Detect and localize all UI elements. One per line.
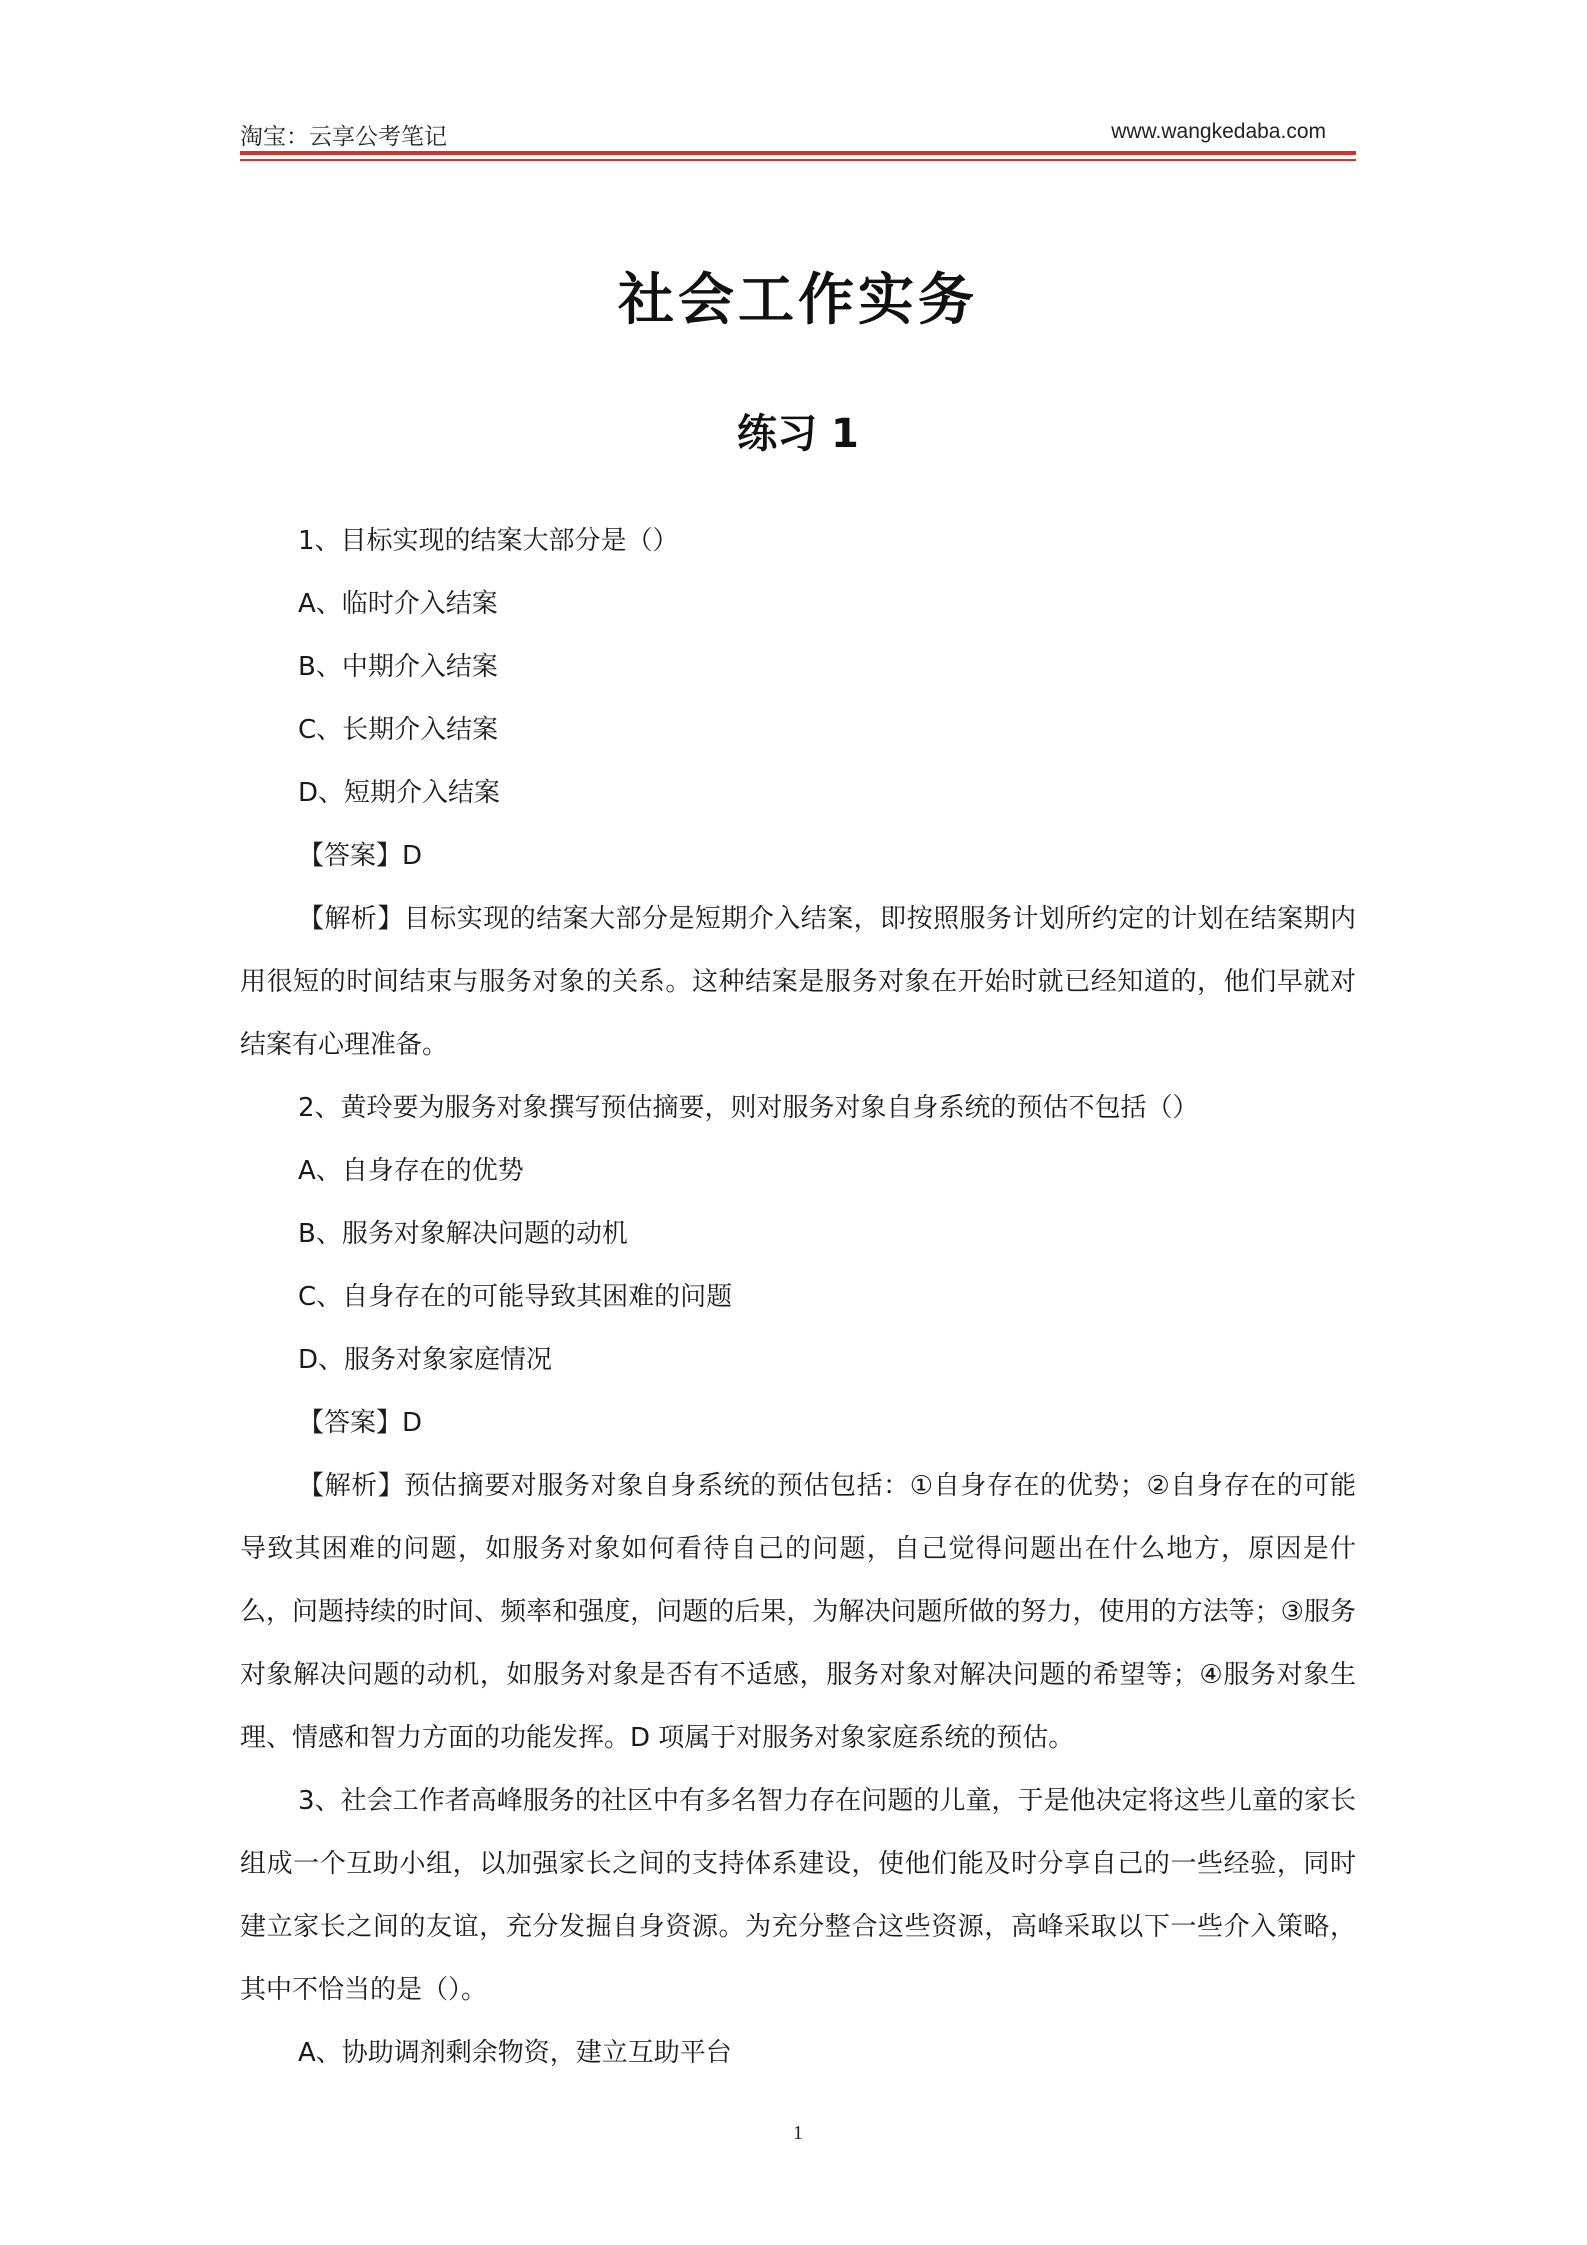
page-header bbox=[240, 110, 1356, 154]
header-shop-name: 淘宝：云享公考笔记 bbox=[240, 124, 447, 150]
question-3-option-a: A、协助调剂剩余物资，建立互助平台 bbox=[298, 2038, 732, 2068]
question-2-stem: 2、黄玲要为服务对象撰写预估摘要，则对服务对象自身系统的预估不包括（） bbox=[298, 1093, 1199, 1123]
question-1-answer: 【答案】D bbox=[298, 841, 423, 871]
question-3-stem: 3、社会工作者高峰服务的社区中有多名智力存在问题的儿童，于是他决定将这些儿童的家长组成一个互助小组，以加强家长之间的支持体系建设，使他们能及时分享自己的一些经验，同时建立家长之间的友谊，充分发掘自身资源。为充分整合这些资源，高峰采取以下一些介入策略，其中不恰当的是（）。 bbox=[240, 1786, 1356, 2005]
header-divider-thick bbox=[240, 151, 1356, 155]
question-1-stem: 1、目标实现的结案大部分是（） bbox=[298, 526, 679, 556]
question-1-option-c: C、长期介入结案 bbox=[298, 715, 499, 745]
header-website-url: www.wangkedaba.com bbox=[1111, 120, 1326, 143]
question-1-option-d: D、短期介入结案 bbox=[298, 778, 501, 808]
page-number: 1 bbox=[793, 2122, 803, 2144]
document-body bbox=[240, 510, 1356, 2085]
question-2-option-d: D、服务对象家庭情况 bbox=[298, 1345, 553, 1375]
document-title: 社会工作实务 bbox=[618, 267, 978, 333]
question-2-explanation: 【解析】预估摘要对服务对象自身系统的预估包括：①自身存在的优势；②自身存在的可能导致其困难的问题，如服务对象如何看待自己的问题，自己觉得问题出在什么地方，原因是什么，问题持续的时间、频率和强度，问题的后果，为解决问题所做的努力，使用的方法等；③服务对象解决问题的动机，如服务对象是否有不适感，服务对象对解决问题的希望等；④服务对象生理、情感和智力方面的功能发挥。D 项属于对服务对象家庭系统的预估。 bbox=[240, 1471, 1356, 1753]
question-2-option-b: B、服务对象解决问题的动机 bbox=[298, 1219, 628, 1249]
question-1-option-a: A、临时介入结案 bbox=[298, 589, 498, 619]
question-1-explanation: 【解析】目标实现的结案大部分是短期介入结案，即按照服务计划所约定的计划在结案期内用很短的时间结束与服务对象的关系。这种结案是服务对象在开始时就已经知道的，他们早就对结案有心理准备。 bbox=[240, 904, 1356, 1060]
question-2-option-a: A、自身存在的优势 bbox=[298, 1156, 524, 1186]
question-1-option-b: B、中期介入结案 bbox=[298, 652, 498, 682]
exercise-heading: 练习 1 bbox=[737, 411, 859, 457]
question-2-answer: 【答案】D bbox=[298, 1408, 423, 1438]
question-2-option-c: C、自身存在的可能导致其困难的问题 bbox=[298, 1282, 733, 1312]
header-divider-thin bbox=[240, 159, 1356, 161]
